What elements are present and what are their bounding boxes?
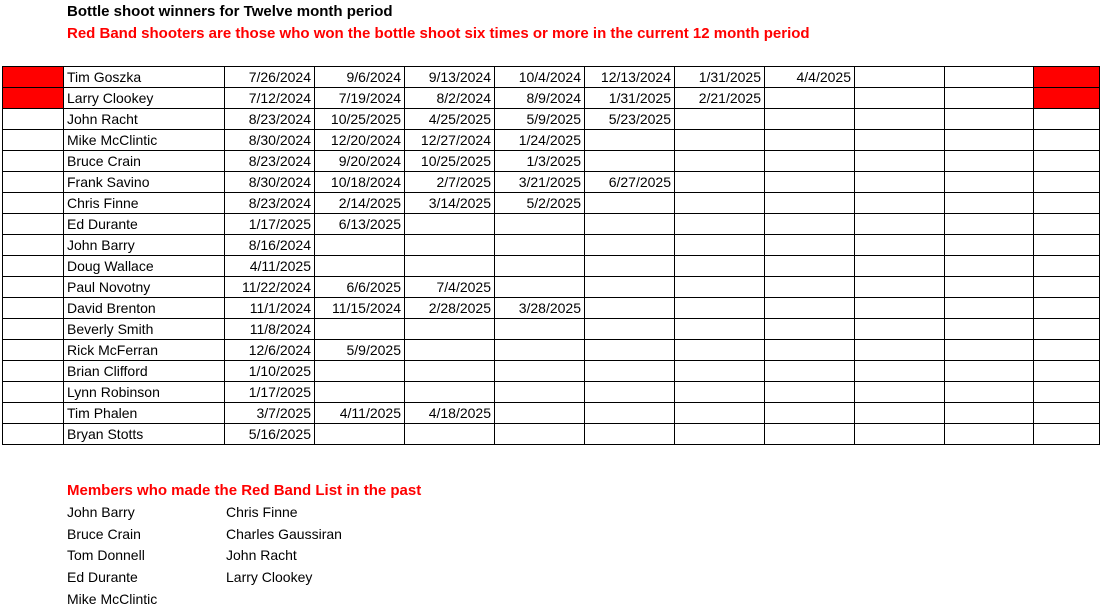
table-row [3,130,1100,151]
win-date: 12/13/2024 [585,67,675,88]
past-member: John Racht [226,547,297,564]
win-date [945,382,1034,403]
shooter-name: Mike McClintic [64,130,225,151]
red-band-marker-end [1034,340,1100,361]
win-date [585,214,675,235]
win-date [405,235,495,256]
win-date [765,130,855,151]
win-date [855,340,945,361]
red-band-marker [3,88,64,109]
win-date [675,319,765,340]
win-date [315,424,405,445]
win-date: 7/26/2024 [225,67,315,88]
win-date [495,361,585,382]
red-band-marker-end [1034,403,1100,424]
win-date [585,151,675,172]
win-date: 12/20/2024 [315,130,405,151]
win-date [675,340,765,361]
shooter-name: Tim Goszka [64,67,225,88]
win-date [855,403,945,424]
win-date: 5/9/2025 [495,109,585,130]
win-date: 4/4/2025 [765,67,855,88]
win-date [855,277,945,298]
win-date [495,277,585,298]
win-date: 3/7/2025 [225,403,315,424]
win-date [495,256,585,277]
win-date [585,403,675,424]
win-date [765,109,855,130]
win-date: 1/3/2025 [495,151,585,172]
win-date: 1/17/2025 [225,382,315,403]
win-date [945,130,1034,151]
past-member: Charles Gaussiran [226,525,342,542]
table-row [3,319,1100,340]
win-date: 2/14/2025 [315,193,405,214]
win-date [855,235,945,256]
red-band-marker [3,214,64,235]
shooter-name: Frank Savino [64,172,225,193]
win-date: 7/4/2025 [405,277,495,298]
table-row [3,361,1100,382]
win-date [855,130,945,151]
win-date: 8/16/2024 [225,235,315,256]
shooter-name: Tim Phalen [64,403,225,424]
red-band-marker [3,172,64,193]
win-date [945,403,1034,424]
table-row [3,382,1100,403]
win-date: 1/24/2025 [495,130,585,151]
win-date [855,214,945,235]
past-member: Mike McClintic [67,590,158,607]
table-row [3,193,1100,214]
red-band-marker [3,298,64,319]
win-date: 10/4/2024 [495,67,585,88]
past-members-column-2 [226,502,342,589]
win-date: 11/1/2024 [225,298,315,319]
win-date [585,382,675,403]
win-date [585,424,675,445]
table-row [3,88,1100,109]
page-subtitle: Red Band shooters are those who won the bottle shoot six times or more in the current 12 month period [67,25,810,42]
red-band-marker [3,151,64,172]
red-band-marker [3,235,64,256]
win-date [765,151,855,172]
win-date: 8/9/2024 [495,88,585,109]
win-date: 2/21/2025 [675,88,765,109]
red-band-marker-end [1034,67,1100,88]
shooter-name: Lynn Robinson [64,382,225,403]
red-band-marker-end [1034,298,1100,319]
past-members-column-1 [67,502,157,611]
win-date: 5/9/2025 [315,340,405,361]
win-date [765,214,855,235]
red-band-marker-end [1034,109,1100,130]
red-band-marker [3,361,64,382]
win-date: 12/27/2024 [405,130,495,151]
red-band-marker [3,277,64,298]
win-date [765,298,855,319]
win-date [765,361,855,382]
win-date [405,424,495,445]
shooter-name: Bryan Stotts [64,424,225,445]
shooter-name: John Barry [64,235,225,256]
win-date [945,109,1034,130]
win-date [585,277,675,298]
red-band-marker-end [1034,382,1100,403]
red-band-marker-end [1034,88,1100,109]
win-date [765,382,855,403]
red-band-marker [3,109,64,130]
win-date [675,424,765,445]
table-row [3,109,1100,130]
win-date: 11/15/2024 [315,298,405,319]
win-date [855,382,945,403]
win-date [945,214,1034,235]
table-row [3,424,1100,445]
win-date [585,361,675,382]
win-date [945,277,1034,298]
red-band-marker [3,193,64,214]
table-row [3,172,1100,193]
win-date [765,88,855,109]
win-date [675,109,765,130]
win-date [855,319,945,340]
winners-table-body [3,67,1100,445]
win-date [585,193,675,214]
red-band-marker-end [1034,130,1100,151]
red-band-marker-end [1034,214,1100,235]
win-date: 9/6/2024 [315,67,405,88]
win-date: 8/23/2024 [225,193,315,214]
win-date [765,193,855,214]
win-date [585,340,675,361]
win-date [945,193,1034,214]
win-date [945,67,1034,88]
shooter-name: David Brenton [64,298,225,319]
win-date: 10/18/2024 [315,172,405,193]
win-date: 7/12/2024 [225,88,315,109]
win-date: 1/31/2025 [675,67,765,88]
win-date [495,319,585,340]
win-date [675,256,765,277]
win-date [675,172,765,193]
win-date [405,382,495,403]
win-date [405,340,495,361]
win-date [315,256,405,277]
page-title: Bottle shoot winners for Twelve month period [67,3,393,20]
win-date [945,361,1034,382]
win-date: 4/11/2025 [225,256,315,277]
win-date: 8/30/2024 [225,172,315,193]
win-date [945,235,1034,256]
shooter-name: Rick McFerran [64,340,225,361]
red-band-marker [3,130,64,151]
win-date [495,235,585,256]
win-date [495,424,585,445]
win-date [675,130,765,151]
win-date [675,382,765,403]
win-date [765,172,855,193]
win-date [855,88,945,109]
win-date [315,382,405,403]
red-band-marker [3,424,64,445]
table-row [3,277,1100,298]
win-date: 8/2/2024 [405,88,495,109]
win-date: 3/28/2025 [495,298,585,319]
red-band-marker-end [1034,256,1100,277]
win-date [945,298,1034,319]
win-date: 11/8/2024 [225,319,315,340]
win-date [945,88,1034,109]
win-date: 1/10/2025 [225,361,315,382]
win-date [495,382,585,403]
shooter-name: Ed Durante [64,214,225,235]
win-date: 12/6/2024 [225,340,315,361]
shooter-name: Chris Finne [64,193,225,214]
win-date [765,424,855,445]
table-row [3,214,1100,235]
win-date [585,256,675,277]
win-date [675,298,765,319]
win-date: 6/13/2025 [315,214,405,235]
red-band-marker-end [1034,151,1100,172]
win-date [855,151,945,172]
win-date [585,235,675,256]
win-date: 7/19/2024 [315,88,405,109]
past-member: Ed Durante [67,569,138,586]
table-row [3,151,1100,172]
red-band-marker [3,67,64,88]
win-date [855,109,945,130]
win-date [585,319,675,340]
win-date [945,172,1034,193]
past-member: Tom Donnell [67,547,145,564]
win-date [315,319,405,340]
win-date [945,319,1034,340]
win-date [855,193,945,214]
red-band-marker [3,256,64,277]
win-date [945,256,1034,277]
win-date [495,340,585,361]
win-date: 8/23/2024 [225,151,315,172]
win-date: 5/2/2025 [495,193,585,214]
win-date: 3/14/2025 [405,193,495,214]
win-date: 11/22/2024 [225,277,315,298]
shooter-name: Doug Wallace [64,256,225,277]
past-member: John Barry [67,504,135,520]
win-date [855,256,945,277]
win-date [675,235,765,256]
win-date: 2/7/2025 [405,172,495,193]
win-date: 10/25/2025 [405,151,495,172]
red-band-marker-end [1034,319,1100,340]
past-member: Larry Clookey [226,569,313,586]
win-date: 4/18/2025 [405,403,495,424]
win-date: 1/31/2025 [585,88,675,109]
win-date: 1/17/2025 [225,214,315,235]
win-date: 6/27/2025 [585,172,675,193]
past-member: Chris Finne [226,504,298,520]
win-date [675,214,765,235]
shooter-name: Beverly Smith [64,319,225,340]
table-row [3,256,1100,277]
red-band-marker-end [1034,277,1100,298]
win-date: 8/23/2024 [225,109,315,130]
win-date [315,235,405,256]
table-row [3,298,1100,319]
red-band-marker [3,340,64,361]
win-date [405,214,495,235]
win-date: 2/28/2025 [405,298,495,319]
win-date: 6/6/2025 [315,277,405,298]
table-row [3,340,1100,361]
win-date: 10/25/2025 [315,109,405,130]
win-date [495,403,585,424]
win-date [675,193,765,214]
win-date [405,256,495,277]
win-date: 9/20/2024 [315,151,405,172]
shooter-name: John Racht [64,109,225,130]
shooter-name: Paul Novotny [64,277,225,298]
win-date [855,67,945,88]
win-date [855,298,945,319]
win-date [765,340,855,361]
table-row [3,67,1100,88]
win-date [855,424,945,445]
shooter-name: Larry Clookey [64,88,225,109]
table-row [3,403,1100,424]
win-date [945,340,1034,361]
red-band-marker-end [1034,424,1100,445]
win-date: 9/13/2024 [405,67,495,88]
win-date [765,319,855,340]
red-band-marker-end [1034,235,1100,256]
red-band-marker [3,403,64,424]
past-member: Bruce Crain [67,525,141,542]
win-date [405,319,495,340]
win-date [495,214,585,235]
winners-table [2,66,1100,445]
past-red-band-title: Members who made the Red Band List in the past [67,482,422,499]
shooter-name: Brian Clifford [64,361,225,382]
win-date [675,151,765,172]
win-date: 3/21/2025 [495,172,585,193]
win-date [765,403,855,424]
shooter-name: Bruce Crain [64,151,225,172]
win-date [675,277,765,298]
win-date [855,361,945,382]
red-band-marker [3,382,64,403]
win-date: 4/25/2025 [405,109,495,130]
table-row [3,235,1100,256]
win-date: 5/16/2025 [225,424,315,445]
win-date: 8/30/2024 [225,130,315,151]
win-date [765,277,855,298]
win-date [765,235,855,256]
red-band-marker-end [1034,172,1100,193]
win-date [405,361,495,382]
red-band-marker-end [1034,361,1100,382]
win-date: 4/11/2025 [315,403,405,424]
red-band-marker-end [1034,193,1100,214]
win-date [765,256,855,277]
win-date [585,130,675,151]
win-date [945,151,1034,172]
win-date [675,403,765,424]
win-date: 5/23/2025 [585,109,675,130]
red-band-marker [3,319,64,340]
win-date [855,172,945,193]
win-date [315,361,405,382]
win-date [585,298,675,319]
win-date [675,361,765,382]
win-date [945,424,1034,445]
